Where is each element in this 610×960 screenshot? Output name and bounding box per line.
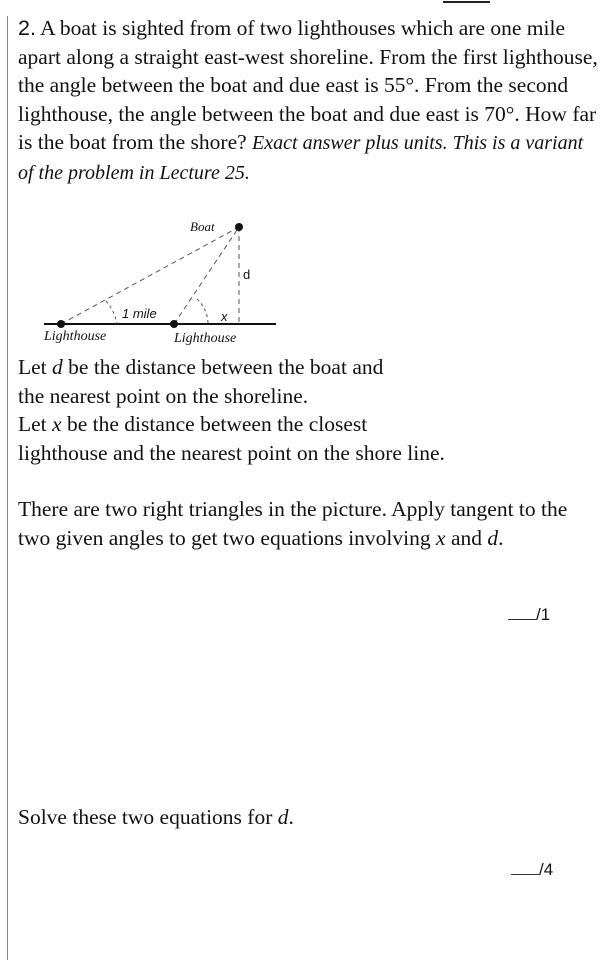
question-text [18, 14, 598, 187]
var-d: d [487, 525, 499, 550]
margin-rule [7, 16, 8, 960]
score-points: /1 [536, 605, 551, 624]
x-label: x [221, 309, 228, 324]
solve-text [18, 803, 294, 832]
question-note: Exact answer plus units. This is a variant of the problem in Lecture 25. [18, 132, 584, 184]
question-number: 2. [18, 16, 36, 40]
instr-text: . [498, 525, 504, 550]
var-d: d [277, 805, 289, 829]
def-text: Let [18, 355, 53, 379]
lighthouse-diagram [40, 215, 280, 350]
lighthouse-2-label: Lighthouse [174, 331, 237, 346]
score-blank[interactable] [508, 605, 536, 620]
def-text: be the distance between the closest [61, 412, 368, 436]
mile-label: 1 mile [122, 306, 157, 321]
header-rule [443, 1, 490, 3]
def-text: the nearest point on the shoreline. [18, 383, 309, 408]
solve-body: . [288, 805, 294, 829]
d-label: d [243, 267, 251, 282]
instr-text: and [445, 525, 488, 550]
question-body: A boat is sighted from of two lighthouses which are one mile apart along a straight east-west shoreline. From the first lighthouse, the angle between the boat and due east is 55°. From the second lighthouse, the angle between the boat and due east is 70°. How far is the boat from the shore? [18, 16, 598, 154]
score-blank[interactable] [511, 860, 539, 875]
boat-label: Boat [190, 219, 215, 234]
instr-text: There are two right triangles in the picture. Apply tangent to the two given angles to get two equations involving [18, 497, 568, 550]
score-field-1[interactable] [508, 605, 550, 625]
var-d: d [52, 355, 63, 379]
score-points: /4 [539, 860, 554, 879]
lighthouse-1-label: Lighthouse [44, 329, 107, 344]
def-text: Let [18, 412, 53, 436]
def-text: lighthouse and the nearest point on the shore line. [18, 440, 445, 465]
solve-body: Solve these two equations for [18, 805, 278, 829]
score-field-2[interactable] [511, 860, 553, 880]
def-text: be the distance between the boat and [62, 355, 384, 379]
var-x: x [436, 525, 446, 550]
definitions [18, 353, 598, 467]
var-x: x [52, 412, 62, 436]
instruction-text [18, 495, 598, 552]
